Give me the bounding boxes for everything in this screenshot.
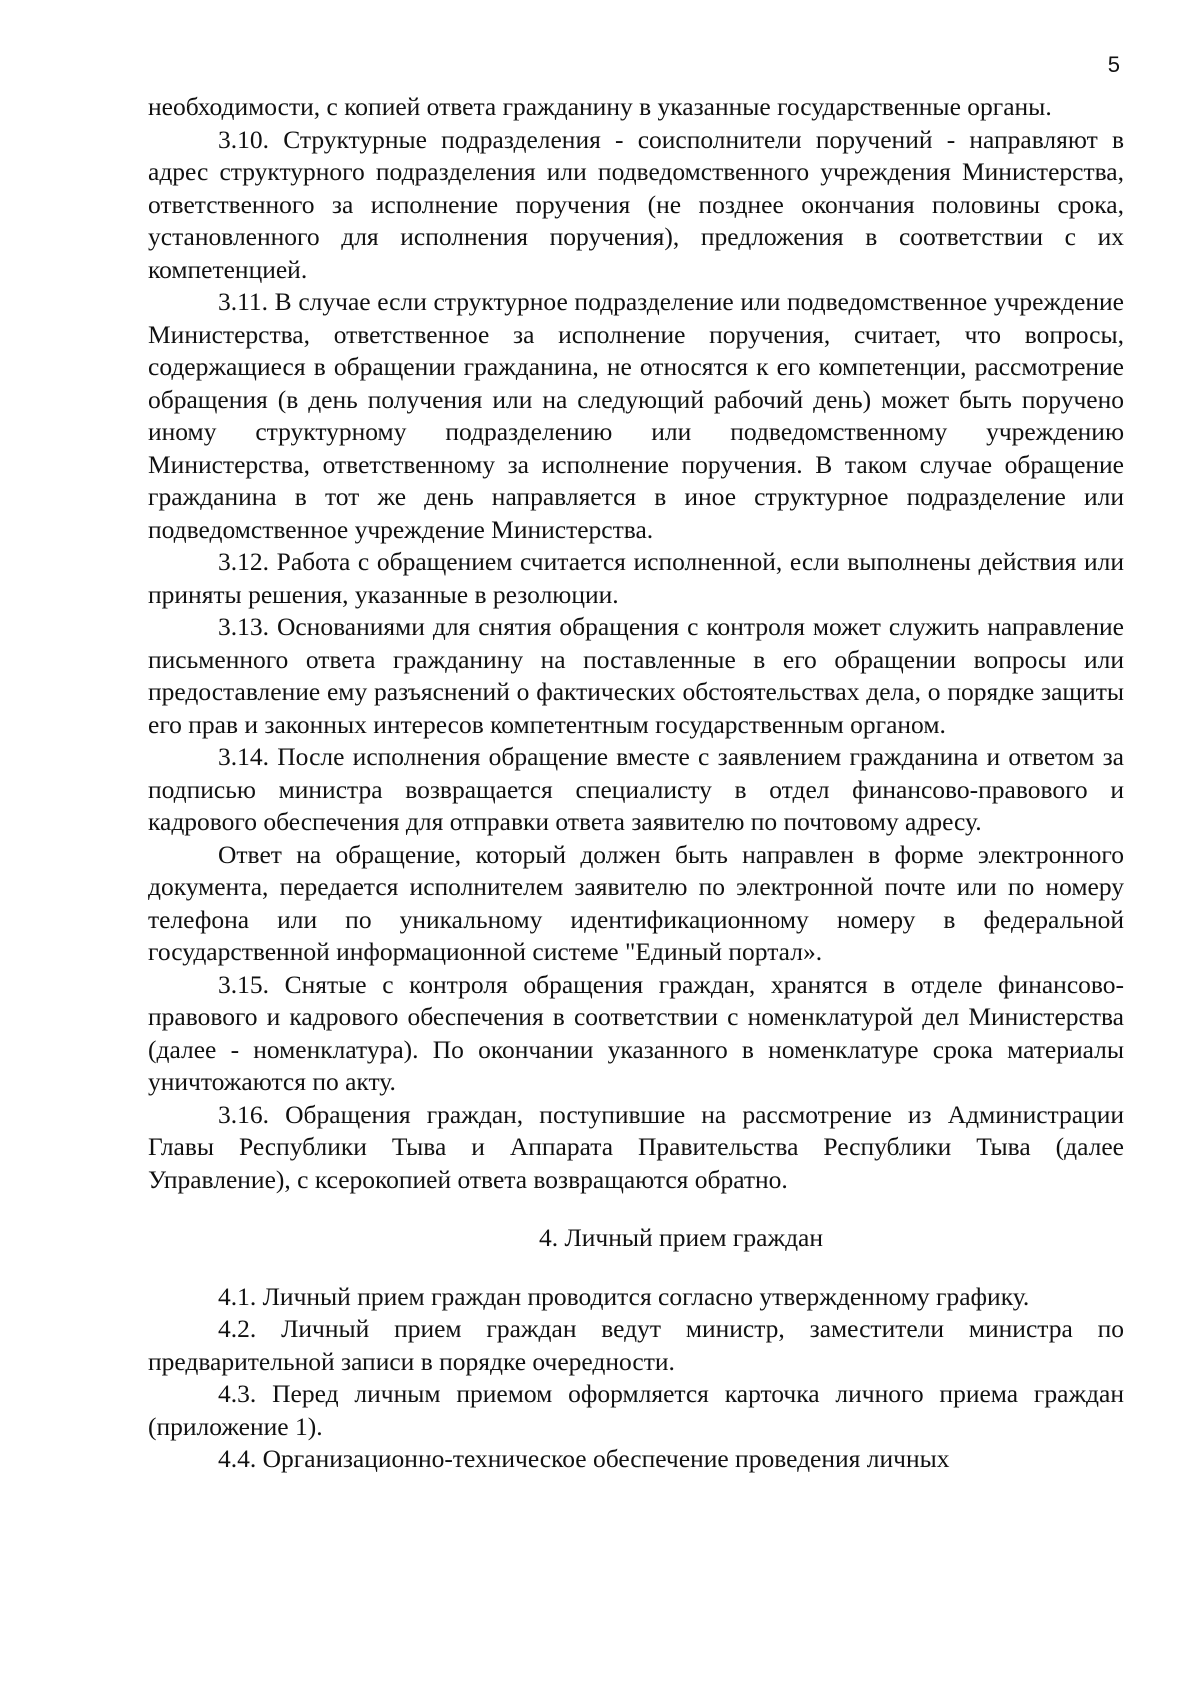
- document-body: [148, 91, 1124, 1476]
- section-title: 4. Личный прием граждан: [538, 1223, 824, 1252]
- paragraph-answer-electronic: Ответ на обращение, который должен быть направлен в форме электронного документа, передается исполнителем заявителю по электронной почте или по номеру телефона или по уникальному идентификационному номеру в федеральной государственной информационной системе "Единый портал».: [148, 839, 1124, 966]
- paragraph-3-12: 3.12. Работа с обращением считается исполненной, если выполнены действия или приняты решения, указанные в резолюции.: [148, 547, 1124, 609]
- paragraph-3-11: 3.11. В случае если структурное подразделение или подведомственное учреждение Министерства, ответственное за исполнение поручения, считает, что вопросы, содержащиеся в обращении гражданина, не относятся к его компетенции, рассмотрение обращения (в день получения или на следующий рабочий день) может быть поручено иному структурному подразделению или подведомственному учреждению Министерства, ответственному за исполнение поручения. В таком случае обращение гражданина в тот же день направляется в иное структурное подразделение или подведомственное учреждение Министерства.: [148, 287, 1124, 544]
- paragraph-4-2: 4.2. Личный прием граждан ведут министр, заместители министра по предварительной записи в порядке очередности.: [148, 1314, 1124, 1376]
- paragraph-continuation: необходимости, с копией ответа гражданину в указанные государственные органы.: [148, 92, 1052, 121]
- paragraph-3-16: 3.16. Обращения граждан, поступившие на рассмотрение из Администрации Главы Республики Тыва и Аппарата Правительства Республики Тыва (далее Управление), с ксерокопией ответа возвращаются обратно.: [148, 1099, 1124, 1194]
- paragraph-3-14: 3.14. После исполнения обращение вместе с заявлением гражданина и ответом за подписью министра возвращается специалисту в отдел финансово-правового и кадрового обеспечения для отправки ответа заявителю по почтовому адресу.: [148, 742, 1124, 836]
- paragraph-4-3: 4.3. Перед личным приемом оформляется карточка личного приема граждан (приложение 1).: [148, 1379, 1124, 1441]
- page-number: 5: [1107, 52, 1120, 77]
- paragraph-3-13: 3.13. Основаниями для снятия обращения с контроля может служить направление письменного ответа гражданину на поставленные в его обращении вопросы или предоставление ему разъяснений о фактических обстоятельствах дела, о порядке защиты его прав и законных интересов компетентным государственным органом.: [148, 612, 1124, 739]
- paragraph-3-10: 3.10. Структурные подразделения - соисполнители поручений - направляют в адрес структурного подразделения или подведомственного учреждения Министерства, ответственного за исполнение поручения (не позднее окончания половины срока, установленного для исполнения поручения), предложения в соответствии с их компетенцией.: [148, 124, 1124, 284]
- paragraph-3-15: 3.15. Снятые с контроля обращения граждан, хранятся в отделе финансово-правового и кадрового обеспечения в соответствии с номенклатурой дел Министерства (далее - номенклатура). По окончании указанного в номенклатуре срока материалы уничтожаются по акту.: [148, 969, 1124, 1096]
- paragraph-4-4: 4.4. Организационно-техническое обеспечение проведения личных: [218, 1444, 950, 1473]
- paragraph-4-1: 4.1. Личный прием граждан проводится согласно утвержденному графику.: [218, 1281, 1030, 1311]
